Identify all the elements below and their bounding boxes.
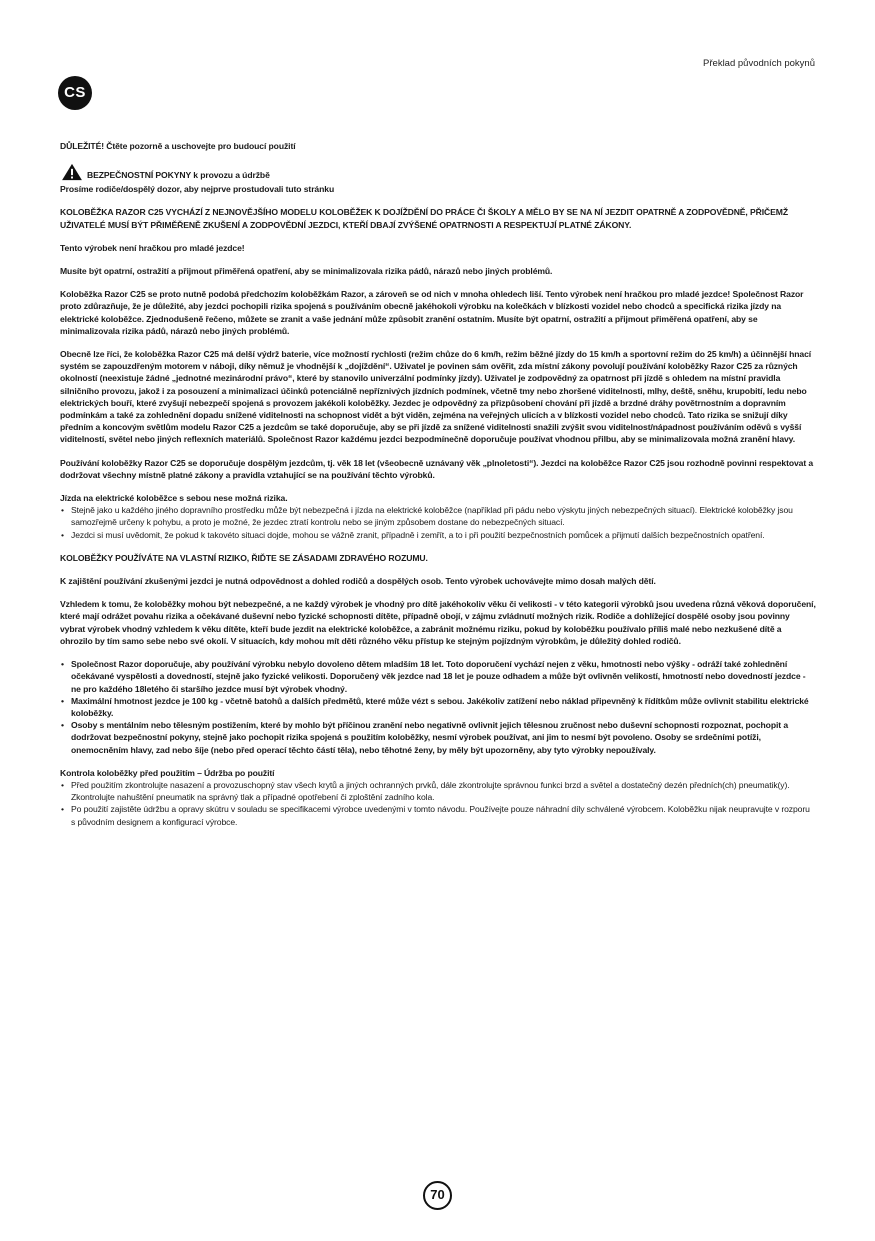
control-heading: Kontrola koloběžky před použitím – Údržba po použití: [60, 767, 275, 778]
language-badge: CS: [58, 76, 92, 110]
own-risk-paragraph: KOLOBĚŽKY POUŽÍVÁTE NA VLASTNÍ RIZIKO, ŘIĎTE SE ZÁSADAMI ZDRAVÉHO ROZUMU.: [60, 552, 428, 563]
list-item: • Společnost Razor doporučuje, aby používání výrobku nebylo dovoleno dětem mladším 18 let. Toto doporučení vychází nejen z věku, hmotnosti nebo výšky - odráží také zohlednění očekávané vyspělosti a dovedností, stejně jako fyzické velikosti. Doporučený věk jezdce nad 18 let je pouze odhadem a může být ovlivněn velikostí, hmotností nebo dovedností jezdce - ne pro každého 18letého či staršího jezdce musí být výrobek vhodný.: [60, 658, 816, 695]
razor-c25-paragraph: Koloběžka Razor C25 se proto nutně podobá předchozím koloběžkám Razor, a zároveň se od nich v mnoha ohledech liší. Tento výrobek není hračkou pro mladé jezdce! Společnost Razor proto zdůrazňuje, že je důležité, aby jezdci pochopili rizika spojená s používáním obecně jakéhokoli výrobku na kolečkách v blízkosti vozidel nebo chodců a specifická rizika jízdy na elektrické koloběžce. Zjednodušeně řečeno, můžete se zranit a vaše jednání může způsobit zranění ostatním. Musíte být opatrní, ostražití a přijmout přiměřená opatření, aby se minimalizovala rizika pádů, nárazů nebo jiných problémů.: [60, 289, 804, 336]
adult-riders-paragraph: Používání koloběžky Razor C25 se doporučuje dospělým jezdcům, tj. věk 18 let (všeobecně uznávaný věk „plnoletosti“). Jezdci na koloběžce Razor C25 jsou rozhodně povinni respektovat a dodržovat všechny místně platné zákony a pravidla vztahující se na používání těchto výrobků.: [60, 457, 814, 480]
supervision-paragraph: K zajištění používání zkušenými jezdci je nutná odpovědnost a dohled rodičů a dospělých osob. Tento výrobek uchovávejte mimo dosah malých dětí.: [60, 576, 656, 587]
list-item: • Po použití zajistěte údržbu a opravy skútru v souladu se specifikacemi výrobce uvedenými v tomto návodu. Používejte pouze náhradní díly schválené výrobcem. Koloběžku nijak neupravujte v rozporu s původním designem a konfigurací výrobce.: [60, 803, 816, 827]
caution-paragraph: Musíte být opatrní, ostražití a přijmout přiměřená opatření, aby se minimalizovala rizika pádů, nárazů nebo jiných problémů.: [60, 266, 553, 277]
list-item: • Jezdci si musí uvědomit, že pokud k takovéto situaci dojde, mohou se vážně zranit, případně i zemřít, a to i při použití bezpečnostních pomůcek a přijmutí dalších bezpečnostních opatření.: [60, 529, 816, 541]
page-number: 70: [423, 1181, 452, 1210]
list-item: • Osoby s mentálním nebo tělesným postižením, které by mohlo být příčinou zranění nebo negativně ovlivnit jejich tělesnou zručnost nebo duševní schopnosti rozpoznat, pochopit a dodržovat bezpečnostní pokyny, stejně jako pochopit rizika spojená s použitím koloběžky, nesmí výrobek používat, ani jim to nesmí být povoleno. Osoby se srdečními potíži, onemocněním hlavy, zad nebo šíje (nebo před operací těchto částí těla), nebo těhotné ženy, by měly být upozorněny, aby tyto výrobky nepoužívaly.: [60, 719, 816, 756]
warning-icon: [60, 163, 84, 181]
list-item: • Stejně jako u každého jiného dopravního prostředku může být nebezpečná i jízda na elektrické koloběžce (například při pádu nebo výskytu jiných nebezpečných situací). Elektrické koloběžky jsou samozřejmě určeny k pohybu, a proto je možné, že jezdec ztratí kontrolu nebo se jiným způsobem dostane do nebezpečných situací.: [60, 504, 816, 528]
risk-heading: Jízda na elektrické koloběžce s sebou nese možná rizika.: [60, 493, 288, 504]
control-list: [60, 779, 816, 828]
not-a-toy-paragraph: Tento výrobek není hračkou pro mladé jezdce!: [60, 242, 245, 253]
safety-title-row: [60, 163, 816, 181]
age-recommendation-paragraph: Vzhledem k tomu, že koloběžky mohou být nebezpečné, a ne každý výrobek je vhodný pro dítě jakéhokoliv věku či velikosti - v této kategorii výrobků jsou uvedena různá věková doporučení, které mají odrážet povahu rizika a očekávané duševní nebo fyzické schopnosti dítěte, případně obojí, v zájmu zvládnutí možných rizik. Rodiče a dohlížející dospělé osoby jsou povinny vybrat výrobek vhodný vzhledem k věku dítěte, kteří bude jezdit na elektrické koloběžce, a zabránit možnému riziku, pokud by koloběžku používalo příliš malé nebo nezkušené dítě a ohrozilo by tím samo sebe nebo své okolí. V situacích, kdy mohou mít děti různého věku přístup ke stejným pojízdným výrobkům, je důležitý dohled rodičů.: [60, 599, 816, 646]
list-item: • Před použitím zkontrolujte nasazení a provozuschopný stav všech krytů a jiných ochranných prvků, dále zkontrolujte správnou funkci brzd a světel a dostatečný dezén předních(ch) pneumatik(y). Zkontrolujte nahuštění pneumatik na správný tlak a případné opotřebení či zploštění zadního kola.: [60, 779, 816, 803]
restrictions-list: [60, 658, 816, 756]
intro-caps-paragraph: KOLOBĚŽKA RAZOR C25 VYCHÁZÍ Z NEJNOVĚJŠÍHO MODELU KOLOBĚŽEK K DOJÍŽDĚNÍ DO PRÁCE ČI ŠKOLY A MĚLO BY SE NA NÍ JEZDIT OPATRNĚ A ZODPOVĚDNĚ, PŘIČEMŽ UŽIVATELÉ MUSÍ BÝT PŘIMĚŘENĚ ZKUŠENÍ A ZODPOVĚDNÍ JEZDCI, KTEŘÍ DBAJÍ ZVÝŠENÉ OPATRNOSTI A RESPEKTUJÍ PLATNÉ ZÁKONY.: [60, 207, 788, 230]
safety-subtitle: Prosíme rodiče/dospělý dozor, aby nejprve prostudovali tuto stránku: [60, 184, 335, 195]
document-body: [60, 140, 816, 839]
safety-title: BEZPEČNOSTNÍ POKYNY k provozu a údržbě: [87, 170, 270, 180]
risk-list: [60, 504, 816, 541]
translation-note: Překlad původních pokynů: [703, 58, 815, 69]
important-line: DŮLEŽITÉ! Čtěte pozorně a uschovejte pro budoucí použití: [60, 141, 296, 151]
general-usage-paragraph: Obecně lze říci, že koloběžka Razor C25 má delší výdrž baterie, více možností rychlosti (režim chůze do 6 km/h, režim běžné jízdy do 15 km/h a sportovní režim do 25 km/h) a účinnější hnací systém se zapouzdřeným motorem v náboji, díky němuž je vhodnější k „dojíždění“. Uživatel je povinen sám ověřit, zda místní zákony povolují používání koloběžky Razor C25 za různých okolností (neexistuje žádné „jednotné mezinárodní právo“, které by stanovilo univerzální podmínky jízdy). Uživatel je zodpovědný za opatrnost při jízdě s ohledem na místní pravidla silničního provozu, jakož i za posouzení a minimalizaci účinků potenciálně nepříznivých jízdních podmínek, včetně tmy nebo zhoršené viditelnosti, mlhy, deště, sněhu, krupobití, ledu nebo elektrických bouří, které zvyšují nebezpečí spojená s provozem jakékoli koloběžky. Jezdec je odpovědný za přizpůsobení chování při jízdě a brzdné dráhy povětrnostním a dopravním podmínkám a také za zohlednění dopadu snížené viditelnosti na schopnost vidět a být viděn, zejména na veřejných ulicích a v blízkosti vozidel nebo chodců. Tato rizika se snižují díky předním a koncovým světlům modelu Razor C25 a jezdcům se také doporučuje, aby se při jízdě za snížené viditelnosti snažili zvýšit svou viditelnost/nápadnost používáním oděvů s vyšší viditelností, světel nebo jiných reflexních materiálů. Společnost Razor každému jezdci bezpodmínečně doporučuje používat vhodnou přilbu, aby se minimalizovala možná zranění hlavy.: [60, 349, 812, 445]
list-item: • Maximální hmotnost jezdce je 100 kg - včetně batohů a dalších předmětů, které může vézt s sebou. Jakékoliv zatížení nebo náklad připevněný k řídítkům může ovlivnit stabilitu elektrické koloběžky.: [60, 695, 816, 719]
